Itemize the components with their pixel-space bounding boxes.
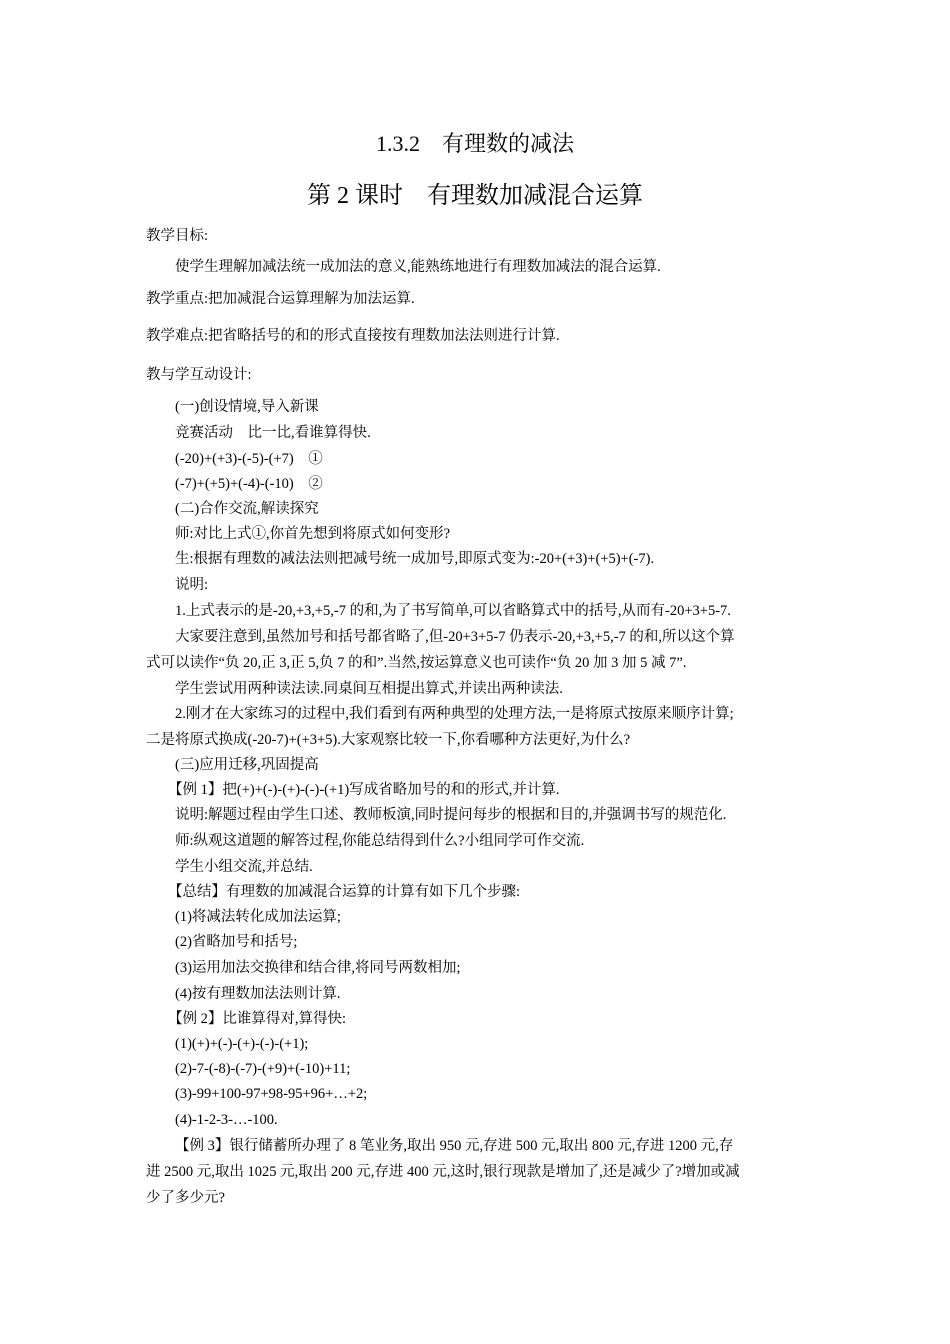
text-line: 进 2500 元,取出 1025 元,取出 200 元,存进 400 元,这时,银行现款是增加了,还是减少了?增加或减 [146, 1164, 740, 1180]
difficulty: 教学难点:把省略括号的和的形式直接按有理数加法法则进行计算. [146, 328, 560, 344]
text-line: (-20)+(+3)-(-5)-(+7) ① [175, 451, 323, 467]
summary-step: (1)将减法转化成加法运算; [175, 909, 341, 925]
text-line: (三)应用迁移,巩固提高 [175, 757, 319, 773]
summary-step: (4)按有理数加法法则计算. [175, 986, 341, 1002]
text-line: 说明: [175, 577, 209, 593]
text-line: 式可以读作“负 20,正 3,正 5,负 7 的和”.当然,按运算意义也可读作“负 20 加 3 加 5 减 7”. [146, 655, 687, 671]
key-point: 教学重点:把加减混合运算理解为加法运算. [146, 291, 415, 307]
text-line: 说明:解题过程由学生口述、教师板演,同时提问每步的根据和目的,并强调书写的规范化. [175, 807, 727, 823]
text-line: 少了多少元? [146, 1190, 225, 1206]
text-line: 学生小组交流,并总结. [175, 859, 313, 875]
example-3: 【例 3】银行储蓄所办理了 8 笔业务,取出 950 元,存进 500 元,取出 800 元,存进 1200 元,存 [175, 1138, 734, 1154]
text-line: 师:纵观这道题的解答过程,你能总结得到什么?小组同学可作交流. [175, 833, 585, 849]
text-line: 大家要注意到,虽然加号和括号都省略了,但-20+3+5-7 仍表示-20,+3,+5,-7 的和,所以这个算 [175, 629, 735, 645]
text-line: (-7)+(+5)+(-4)-(-10) ② [175, 476, 323, 492]
summary-step: (3)运用加法交换律和结合律,将同号两数相加; [175, 960, 461, 976]
exercise-item: (1)(+)+(-)-(+)-(-)-(+1); [175, 1036, 309, 1052]
text-line: 学生尝试用两种读法读.同桌间互相提出算式,并读出两种读法. [175, 681, 563, 697]
example-2: 【例 2】比谁算得对,算得快: [168, 1011, 347, 1027]
text-line: (一)创设情境,导入新课 [175, 399, 319, 415]
text-line: (二)合作交流,解读探究 [175, 501, 319, 517]
text-line: 二是将原式换成(-20-7)+(+3+5).大家观察比较一下,你看哪种方法更好,为什么? [146, 732, 631, 748]
goal-text: 使学生理解加减法统一成加法的意义,能熟练地进行有理数加减法的混合运算. [175, 259, 661, 275]
exercise-item: (4)-1-2-3-…-100. [175, 1112, 278, 1128]
summary-step: (2)省略加号和括号; [175, 934, 298, 950]
document-title: 1.3.2 有理数的减法 [375, 131, 574, 156]
summary-heading: 【总结】有理数的加减混合运算的计算有如下几个步骤: [168, 884, 521, 900]
text-line: 竞赛活动 比一比,看谁算得快. [175, 425, 371, 441]
text-line: 生:根据有理数的减法法则把减号统一成加号,即原式变为:-20+(+3)+(+5)+(-7). [175, 551, 655, 567]
example-1: 【例 1】把(+)+(-)-(+)-(-)-(+1)写成省略加号的和的形式,并计算. [168, 782, 560, 798]
goal-label: 教学目标: [146, 228, 209, 244]
exercise-item: (3)-99+100-97+98-95+96+…+2; [175, 1086, 368, 1102]
design-label: 教与学互动设计: [146, 367, 252, 383]
lesson-subtitle: 第 2 课时 有理数加减混合运算 [307, 183, 643, 209]
text-line: 2.刚才在大家练习的过程中,我们看到有两种典型的处理方法,一是将原式按原来顺序计算; [175, 706, 734, 722]
text-line: 1.上式表示的是-20,+3,+5,-7 的和,为了书写简单,可以省略算式中的括号,从而有-20+3+5-7. [175, 603, 731, 619]
text-line: 师:对比上式①,你首先想到将原式如何变形? [175, 526, 451, 542]
exercise-item: (2)-7-(-8)-(-7)-(+9)+(-10)+11; [175, 1061, 351, 1077]
